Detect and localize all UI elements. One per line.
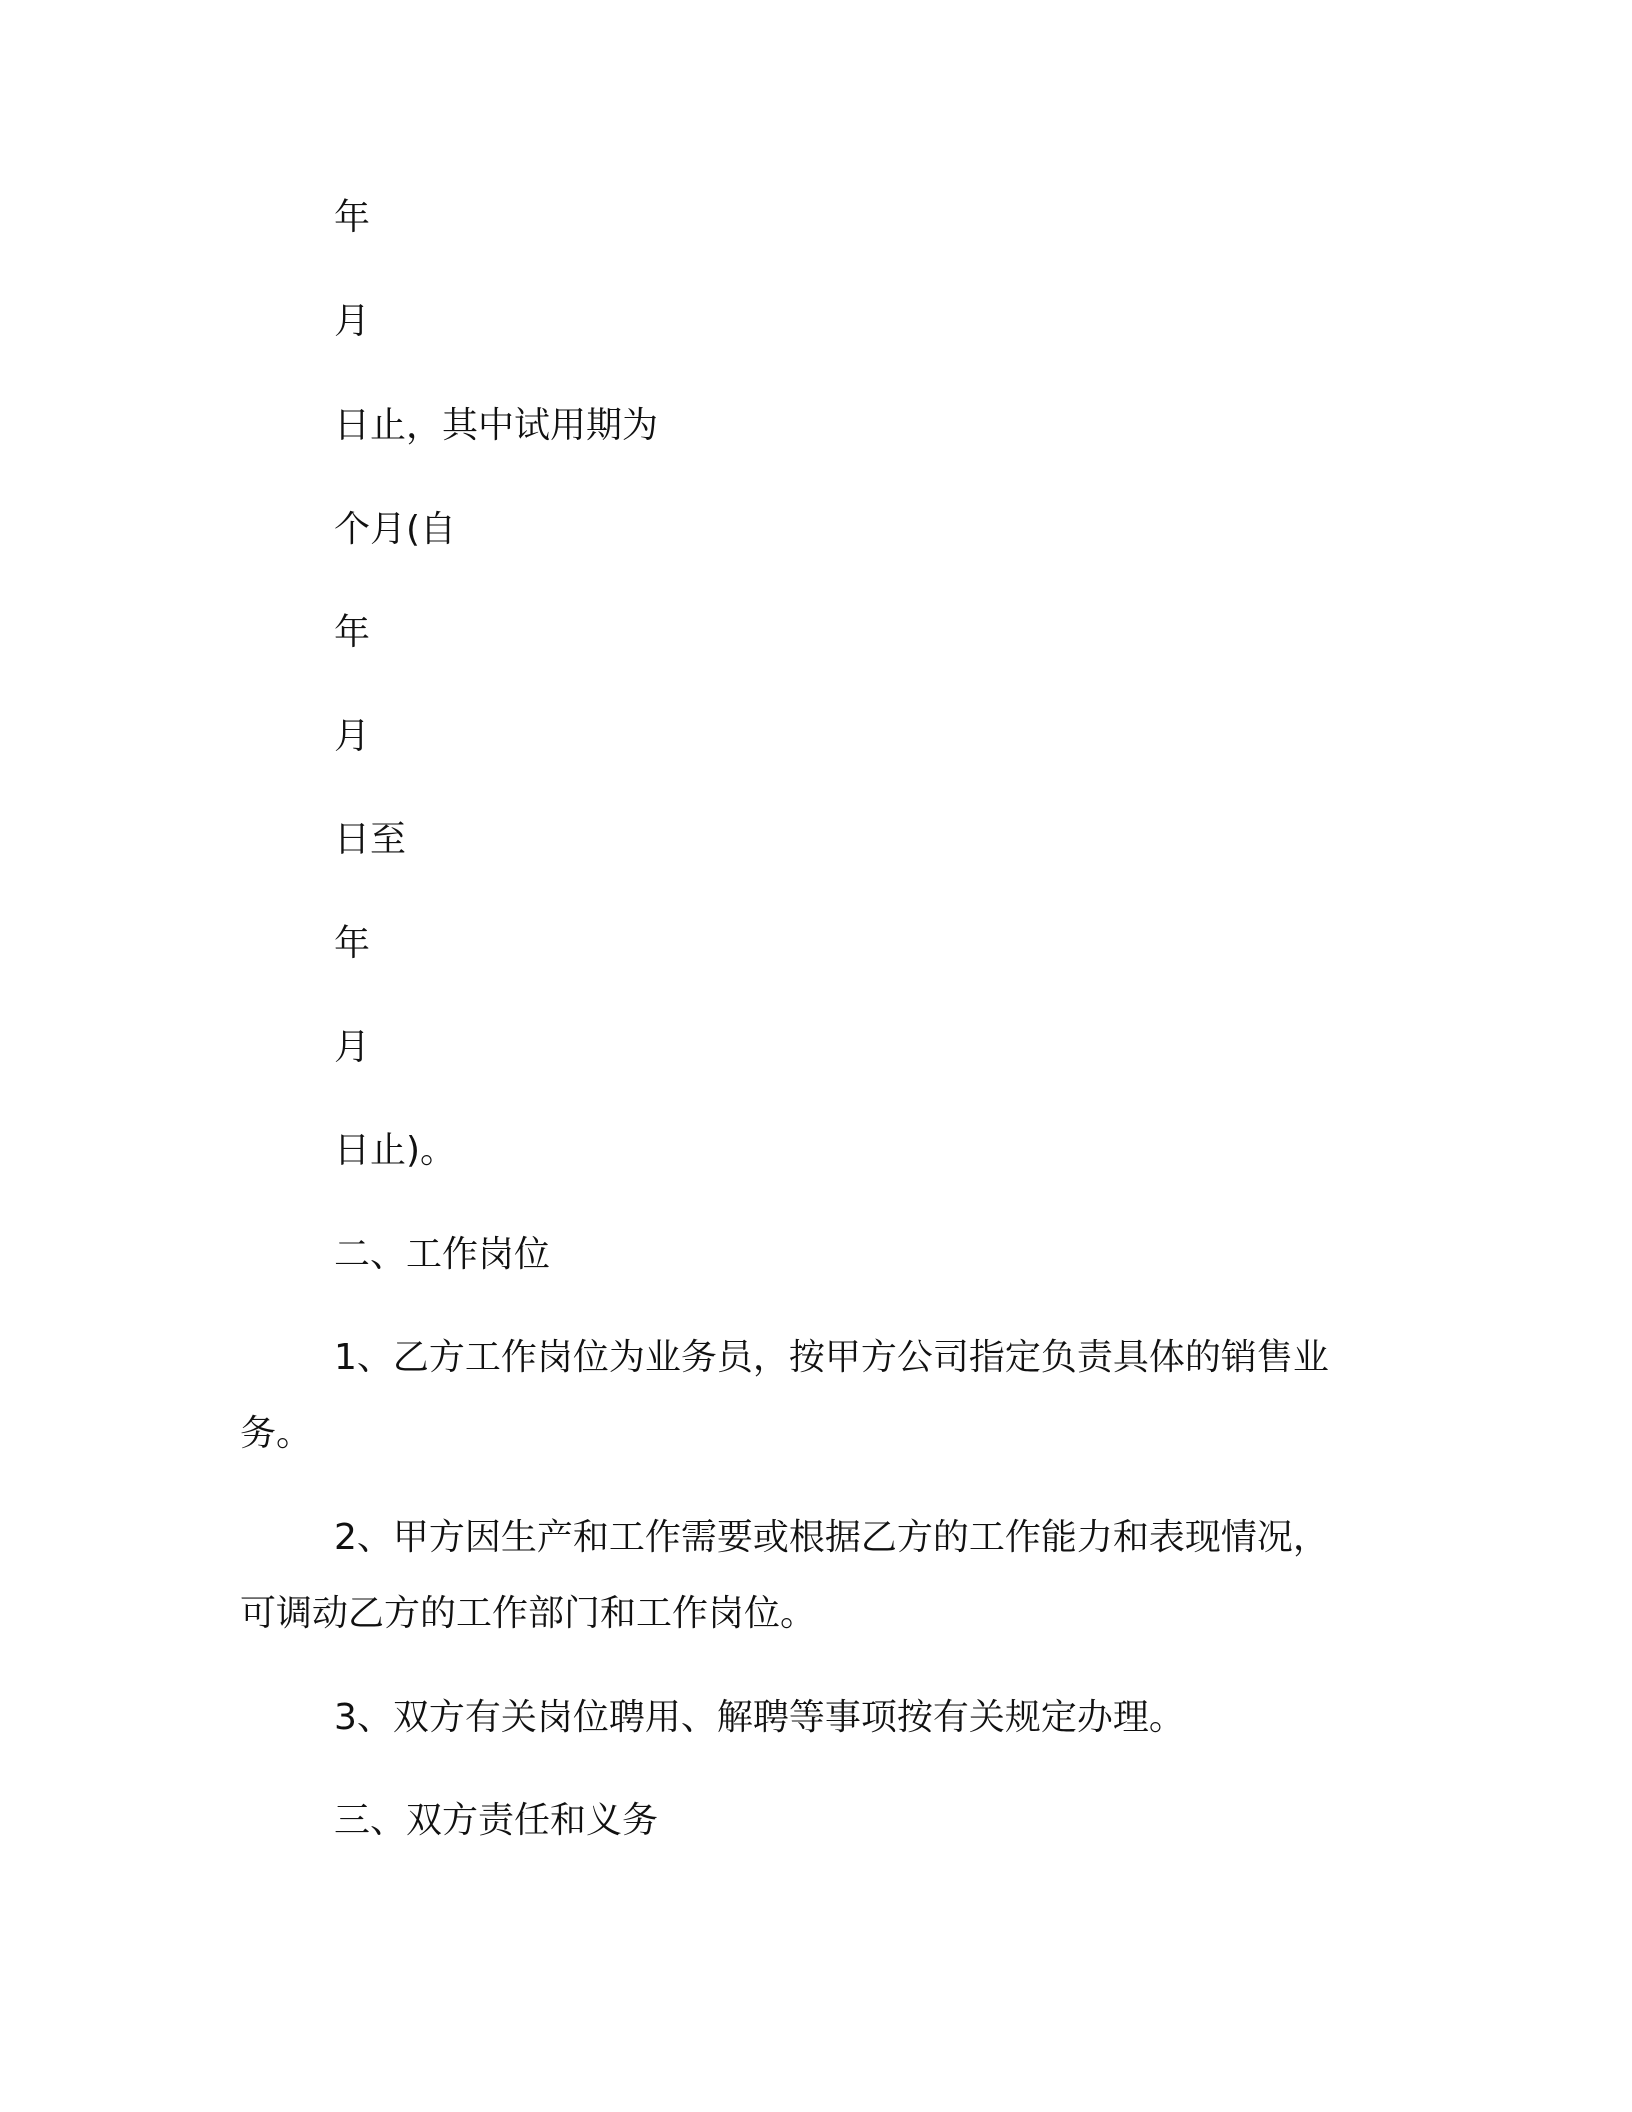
text-line: 月	[334, 716, 371, 757]
text-line: 1、乙方工作岗位为业务员，按甲方公司指定负责具体的销售业	[334, 1337, 1329, 1378]
text-line: 月	[334, 1027, 371, 1068]
text-line: 日至	[334, 819, 407, 860]
text-line: 2、甲方因生产和工作需要或根据乙方的工作能力和表现情况，	[334, 1517, 1329, 1558]
text-line: 个月(自	[334, 509, 457, 550]
text-line: 日止)。	[334, 1130, 457, 1171]
section-heading: 三、双方责任和义务	[334, 1800, 659, 1841]
text-line: 务。	[240, 1413, 313, 1454]
section-heading: 二、工作岗位	[334, 1234, 551, 1275]
text-line: 可调动乙方的工作部门和工作岗位。	[240, 1593, 817, 1634]
text-line: 年	[334, 612, 371, 653]
text-line: 日止，其中试用期为	[334, 405, 659, 446]
text-line: 年	[334, 923, 371, 964]
text-line: 月	[334, 301, 371, 342]
text-line: 3、双方有关岗位聘用、解聘等事项按有关规定办理。	[334, 1697, 1185, 1738]
text-line: 年	[334, 197, 371, 238]
